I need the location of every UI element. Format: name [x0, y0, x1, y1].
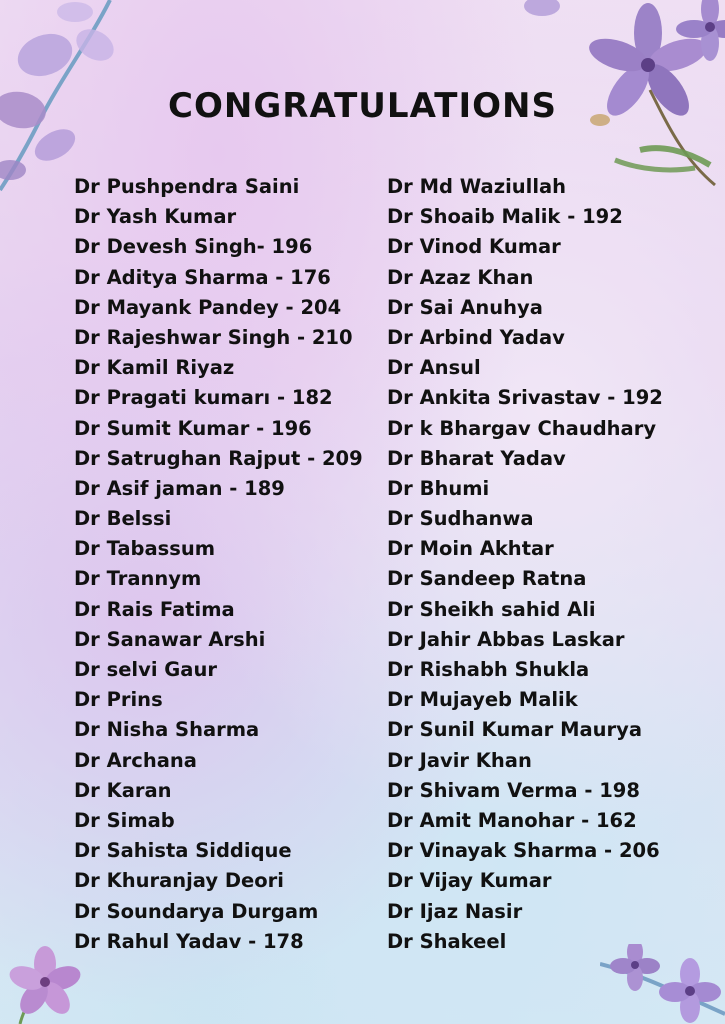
list-item: Dr Rajeshwar Singh - 210 — [74, 325, 353, 349]
list-item: Dr Vinod Kumar — [387, 235, 561, 259]
list-item: Dr Rahul Yadav - 178 — [74, 929, 304, 953]
list-item: Dr Sumit Kumar - 196 — [74, 416, 312, 440]
list-item: Dr Amit Manohar - 162 — [387, 808, 637, 832]
names-list-right — [387, 172, 663, 957]
list-item: Dr Nisha Sharma — [74, 718, 260, 742]
list-item: Dr Trannym — [74, 567, 202, 591]
list-item: Dr Javir Khan — [387, 748, 532, 772]
names-list-left — [74, 172, 363, 957]
list-item: Dr Pushpendra Saini — [74, 175, 300, 198]
list-item: Dr Asif jaman - 189 — [74, 476, 285, 500]
list-item: Dr Sheikh sahid Ali — [387, 597, 596, 621]
list-item: Dr Sudhanwa — [387, 507, 534, 531]
list-item: Dr Archana — [74, 748, 197, 772]
list-item: Dr k Bhargav Chaudhary — [387, 416, 657, 440]
list-item: Dr Karan — [74, 778, 172, 802]
list-item: Dr Simab — [74, 808, 175, 832]
list-item: Dr Belssi — [74, 507, 172, 531]
list-item: Dr Bhumi — [387, 476, 490, 500]
list-item: Dr Prins — [74, 688, 163, 712]
list-item: Dr Khuranjay Deori — [74, 869, 284, 893]
list-item: Dr Shivam Verma - 198 — [387, 778, 640, 802]
list-item: Dr Mujayeb Malik — [387, 688, 578, 712]
list-item: Dr Sahista Siddique — [74, 839, 292, 863]
list-item: Dr Kamil Riyaz — [74, 356, 235, 380]
list-item: Dr Jahir Abbas Laskar — [387, 627, 625, 651]
list-item: Dr Ankita Srivastav - 192 — [387, 386, 663, 410]
list-item: Dr Pragati kumarı - 182 — [74, 386, 333, 410]
list-item: Dr Sandeep Ratna — [387, 567, 587, 591]
list-item: Dr Soundarya Durgam — [74, 899, 319, 923]
list-item: Dr Aditya Sharma - 176 — [74, 265, 331, 289]
list-item: Dr selvi Gaur — [74, 658, 217, 681]
list-item: Dr Mayank Pandey - 204 — [74, 295, 342, 319]
list-item: Dr Shakeel — [387, 929, 507, 953]
list-item: Dr Ansul — [387, 356, 481, 380]
list-item: Dr Tabassum — [74, 537, 216, 561]
list-item: Dr Bharat Yadav — [387, 446, 566, 470]
list-item: Dr Sanawar Arshi — [74, 627, 266, 651]
list-item: Dr Sunil Kumar Maurya — [387, 718, 643, 742]
list-item: Dr Azaz Khan — [387, 265, 534, 289]
list-item: Dr Rais Fatima — [74, 597, 235, 621]
list-item: Dr Arbind Yadav — [387, 325, 565, 349]
list-item: Dr Sai Anuhya — [387, 295, 543, 319]
list-item: Dr Vijay Kumar — [387, 869, 552, 893]
list-item: Dr Moin Akhtar — [387, 537, 554, 561]
list-item: Dr Yash Kumar — [74, 205, 237, 229]
list-item: Dr Devesh Singh- 196 — [74, 235, 313, 259]
list-item: Dr Rishabh Shukla — [387, 658, 590, 681]
list-item: Dr Md Waziullah — [387, 175, 567, 198]
list-item: Dr Shoaib Malik - 192 — [387, 205, 623, 229]
page-title: CONGRATULATIONS — [168, 86, 557, 126]
list-item: Dr Satrughan Rajput - 209 — [74, 446, 363, 470]
list-item: Dr Vinayak Sharma - 206 — [387, 839, 660, 863]
list-item: Dr Ijaz Nasir — [387, 899, 523, 923]
